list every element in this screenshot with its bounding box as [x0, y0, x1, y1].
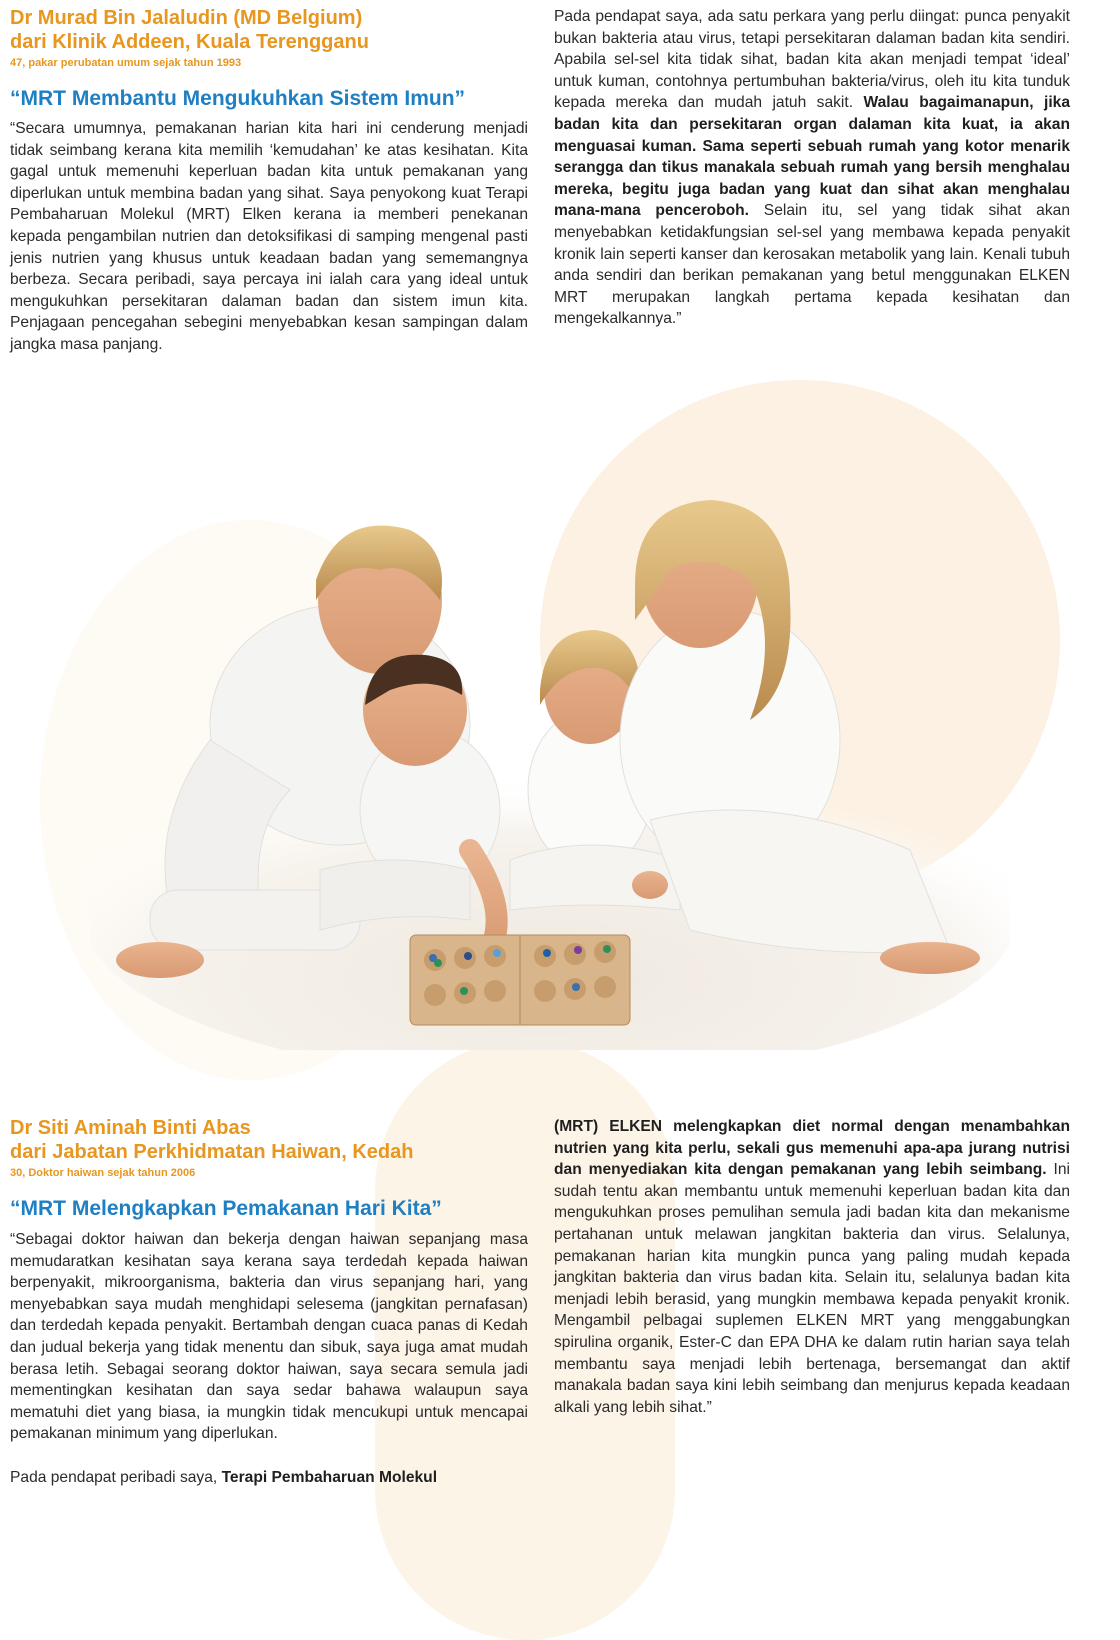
body-text: “Secara umumnya, pemakanan harian kita hari ini cenderung menjadi tidak seimbang kerana kita memilih ‘kemudahan’ ke atas kesihatan. Kita gagal untuk memenuhi keperluan badan kita untuk pemakanan yang diperlukan untuk membina badan yang sihat. Saya penyokong kuat Terapi Pembaharuan Molekul (MRT) Elken kerana ia memberi penekanan kepada pengambilan nutrien dan detoksifikasi di samping mengenal pasti jenis nutrien yang khusus untuk keadaan badan yang sememangnya berbeza. Secara peribadi, saya percaya ini ialah cara yang ideal untuk mengukuhkan persekitaran dalaman badan dan sistem imun kita. Penjagaan pencegahan sebegini menyebabkan kesan sampingan dalam jangka masa panjang.: [10, 120, 528, 353]
testimonial-1-right-column: [554, 6, 1070, 330]
body-text: [10, 1467, 528, 1489]
testimonial-1-header: [10, 6, 540, 112]
body-text-regular: Pada pendapat peribadi saya,: [10, 1468, 218, 1486]
doctor-name: Dr Murad Bin Jalaludin (MD Belgium): [10, 7, 363, 29]
body-text-regular: Selain itu, sel yang tidak sihat akan menyebabkan ketidakfungsian sel-sel yang membawa kepada penyakit kronik lain seperti kanser dan kerosakan metabolik yang lain. Kenali tubuh anda sendiri dan berikan pemakanan yang betul menggunakan ELKEN MRT merupakan langkah pertama kepada kesihatan dan mengekalkannya.”: [554, 202, 1070, 328]
family-beach-photo: [90, 490, 1010, 1050]
doctor-meta: 30, Doktor haiwan sejak tahun 2006: [10, 1167, 196, 1179]
mancala-board: [410, 935, 630, 1025]
doctor-affiliation: dari Klinik Addeen, Kuala Terengganu: [10, 31, 369, 53]
body-text: “Sebagai doktor haiwan dan bekerja dengan haiwan sepanjang masa memudaratkan kesihatan saya kerana saya terdedah kepada haiwan berpenyakit, mikroorganisma, bakteria dan virus sepanjang hari, yang menyebabkan saya mudah menghidapi selesema (jangkitan pernafasan) dan terdedah kepada penyakit. Bertambah dengan cuaca panas di Kedah dan judual bekerja yang tidak menentu dan sibuk, saya juga amat mudah berasa letih. Sebagai seorang doktor haiwan, saya secara semula jadi mementingkan kesihatan dan saya sedar bahawa walaupun saya mematuhi diet yang biasa, ia mungkin tidak mencukupi untuk mencapai pemakanan minimum yang diperlukan.: [10, 1231, 528, 1443]
body-text-bold: (MRT) ELKEN melengkapkan diet normal dengan menambahkan nutrien yang kita perlu, sekali gus memenuhi apa-apa jurang nutrisi dan menyediakan kita dengan pemakanan yang lebih seimbang.: [554, 1118, 1070, 1179]
quote-title: “MRT Membantu Mengukuhkan Sistem Imun”: [10, 87, 466, 110]
testimonial-2-left-column: [10, 1229, 528, 1489]
body-text: [554, 6, 1070, 330]
testimonial-2-header: [10, 1116, 540, 1222]
testimonial-1-left-column: [10, 118, 528, 356]
doctor-affiliation: dari Jabatan Perkhidmatan Haiwan, Kedah: [10, 1141, 414, 1163]
doctor-name: Dr Siti Aminah Binti Abas: [10, 1117, 251, 1139]
body-text: [554, 1116, 1070, 1418]
quote-title: “MRT Melengkapkan Pemakanan Hari Kita”: [10, 1197, 442, 1220]
body-text-bold: Terapi Pembaharuan Molekul: [221, 1468, 438, 1486]
testimonial-2-right-column: [554, 1116, 1070, 1418]
body-text-bold: Walau bagaimanapun, jika badan kita dan persekitaran organ dalaman kita kuat, ia akan menguasai kuman. Sama seperti sebuah rumah yang kotor menarik serangga dan tikus manakala sebuah rumah yang bersih menghalau mereka, begitu juga badan yang kuat dan sihat akan menghalau mana-mana penceroboh.: [554, 94, 1070, 220]
doctor-meta: 47, pakar perubatan umum sejak tahun 1993: [10, 57, 242, 69]
body-text-regular: Pada pendapat saya, ada satu perkara yang perlu diingat: punca penyakit bukan bakteria atau virus, tetapi persekitaran dalaman badan kita sendiri. Apabila sel-sel kita tidak sihat, badan kita akan menjadi tempat ‘ideal’ untuk kuman, contohnya pertumbuhan bakteria/virus, oleh itu kita tunduk kepada mereka dan mudah jatuh sakit.: [554, 8, 1070, 112]
body-text-regular: Ini sudah tentu akan membantu untuk memenuhi keperluan badan kita dan mengukuhkan proses pemulihan semula jadi badan kita dan mekanisme pertahanan untuk melawan jangkitan bakteria dan virus. Selalunya, pemakanan harian kita mungkin punca yang paling mudah kepada jangkitan bakteria dan virus badan kita. Selain itu, selalunya badan kita menjadi lebih berasid, yang mungkin membawa kepada penyakit kronik. Mengambil pelbagai suplemen ELKEN MRT yang menggabungkan spirulina organik, Ester-C dan EPA DHA ke dalam rutin harian saya telah membantu saya menjadi lebih bertenaga, bersemangat dan aktif manakala badan saya kini lebih seimbang dan menjurus kepada keadaan alkali yang lebih sihat.”: [554, 1161, 1070, 1416]
